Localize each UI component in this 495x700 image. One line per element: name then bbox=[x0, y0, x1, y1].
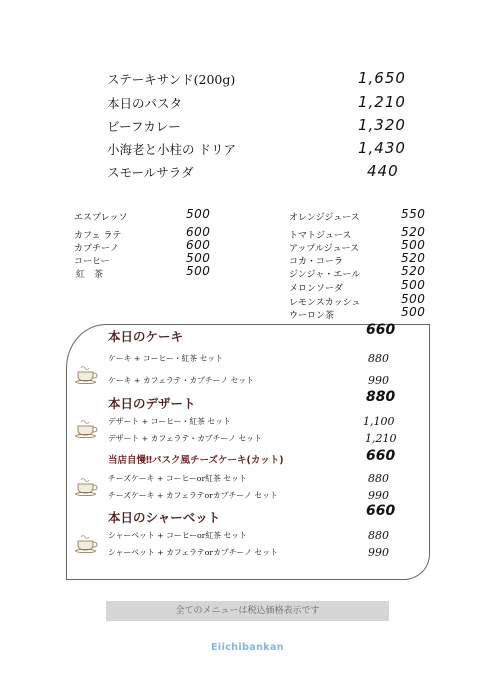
set-line: デザート + コーヒー・紅茶 セット bbox=[108, 417, 231, 426]
coffee-cup-icon bbox=[75, 533, 99, 553]
drink-price: 500 bbox=[186, 264, 211, 278]
drink-price: 600 bbox=[186, 238, 211, 252]
set-line: チーズケーキ + コーヒーor紅茶 セット bbox=[108, 474, 247, 483]
food-item-price: 1,430 bbox=[358, 139, 406, 157]
food-item-name: ビーフカレー bbox=[107, 119, 181, 134]
drink-price: 520 bbox=[401, 251, 426, 265]
coffee-cup-icon bbox=[75, 476, 99, 496]
food-item-name: ステーキサンド(200g) bbox=[107, 72, 236, 87]
drink-price: 500 bbox=[401, 278, 426, 292]
cake-section-title: 本日のケーキ bbox=[108, 329, 184, 344]
drink-name: レモンスカッシュ bbox=[289, 298, 361, 308]
set-line: ケーキ + カフェラテ・カプチーノ セット bbox=[108, 376, 254, 385]
cake-section-price: 660 bbox=[366, 322, 396, 338]
set-price: 990 bbox=[368, 489, 389, 502]
drink-name: カプチーノ bbox=[74, 244, 119, 254]
coffee-cup-icon bbox=[75, 418, 99, 438]
set-line: デザート + カフェラテ・カプチーノ セット bbox=[108, 434, 262, 443]
dessert-section-price: 880 bbox=[366, 389, 396, 405]
drink-name: カフェ ラテ bbox=[74, 231, 122, 241]
sherbet-section-title: 本日のシャーベット bbox=[108, 510, 221, 525]
sherbet-section-price: 660 bbox=[366, 503, 396, 519]
drink-price: 520 bbox=[401, 264, 426, 278]
drink-price: 550 bbox=[401, 207, 426, 221]
drink-name: ジンジャ・エール bbox=[289, 270, 361, 280]
food-item-name: 本日のパスタ bbox=[107, 96, 183, 111]
set-line: シャーベット + カフェラテorカプチーノ セット bbox=[108, 548, 278, 557]
set-price: 880 bbox=[368, 352, 389, 365]
tax-notice-bar: 全てのメニューは税込価格表示です bbox=[106, 601, 389, 621]
drink-name: コーヒー bbox=[74, 257, 110, 267]
set-line: チーズケーキ + カフェラテorカプチーノ セット bbox=[108, 491, 278, 500]
drink-name: ウーロン茶 bbox=[289, 311, 335, 321]
coffee-cup-icon bbox=[75, 364, 99, 384]
food-item-price: 1,650 bbox=[358, 69, 406, 87]
drink-name: エスプレッソ bbox=[74, 213, 128, 223]
drink-price: 500 bbox=[401, 292, 426, 306]
drink-price: 520 bbox=[401, 225, 426, 239]
set-price: 880 bbox=[368, 472, 389, 485]
food-item-price: 440 bbox=[367, 162, 399, 180]
set-price: 880 bbox=[368, 529, 389, 542]
drink-price: 500 bbox=[401, 238, 426, 252]
food-item-name: 小海老と小柱の ドリア bbox=[107, 142, 236, 157]
brand-name: Eiichibankan bbox=[211, 642, 284, 653]
cheesecake-section-title: 当店自慢‼バスク風チーズケーキ(カット) bbox=[108, 455, 284, 466]
drink-price: 500 bbox=[186, 251, 211, 265]
set-price: 1,100 bbox=[363, 415, 395, 428]
drink-name: 紅 茶 bbox=[76, 270, 104, 280]
set-line: ケーキ + コーヒー・紅茶 セット bbox=[108, 354, 224, 363]
food-item-price: 1,320 bbox=[358, 116, 406, 134]
drink-name: メロンソーダ bbox=[289, 284, 344, 294]
dessert-section-title: 本日のデザート bbox=[108, 396, 196, 411]
set-price: 990 bbox=[368, 546, 389, 559]
food-item-price: 1,210 bbox=[358, 93, 406, 111]
drink-price: 600 bbox=[186, 225, 211, 239]
drink-name: オレンジジュース bbox=[289, 213, 360, 223]
set-price: 990 bbox=[368, 374, 389, 387]
drink-price: 500 bbox=[401, 305, 426, 319]
drink-name: コカ・コーラ bbox=[289, 257, 344, 267]
set-price: 1,210 bbox=[365, 432, 397, 445]
drink-name: トマトジュース bbox=[289, 231, 352, 241]
drink-price: 500 bbox=[186, 207, 211, 221]
food-item-name: スモールサラダ bbox=[107, 165, 194, 180]
drink-name: アップルジュース bbox=[289, 244, 360, 254]
set-line: シャーベット + コーヒーor紅茶 セット bbox=[108, 531, 247, 540]
cheesecake-section-price: 660 bbox=[366, 448, 396, 464]
